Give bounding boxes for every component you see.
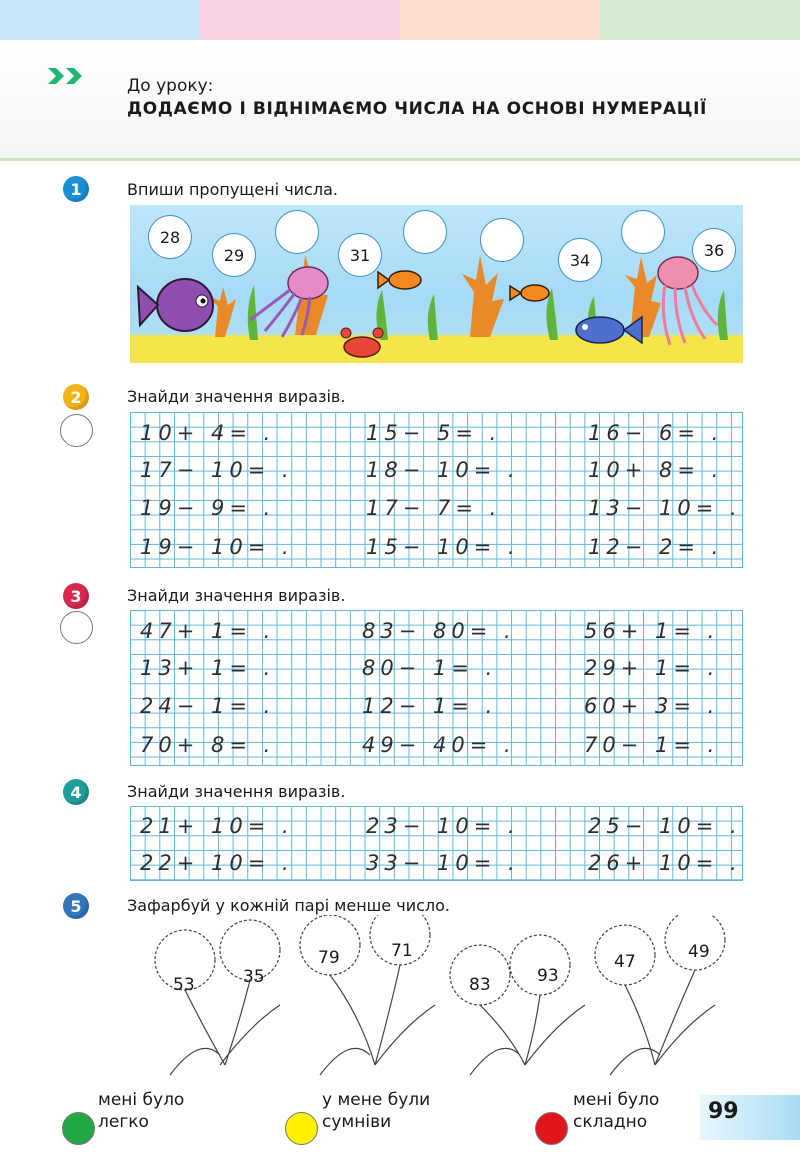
expression[interactable]: 23− 10= . (366, 814, 520, 838)
expression[interactable]: 26+ 10= . (588, 851, 742, 875)
hard-label-line2: складно (573, 1112, 648, 1132)
crab-shape (341, 328, 383, 357)
task-2-text: Знайди значення виразів. (127, 387, 346, 406)
expression[interactable]: 56+ 1= . (584, 619, 720, 643)
flower-number[interactable]: 79 (318, 948, 340, 968)
doubt-label-line2: сумніви (322, 1112, 392, 1132)
expression[interactable]: 17− 10= . (140, 458, 294, 482)
double-chevron-icon (48, 66, 88, 86)
flower-number[interactable]: 35 (243, 967, 265, 987)
expression[interactable]: 19− 9= . (140, 496, 276, 520)
expression[interactable]: 25− 10= . (588, 814, 742, 838)
easy-label-line2: легко (98, 1112, 149, 1132)
number-bubble: 31 (338, 233, 382, 277)
flower-number[interactable]: 47 (614, 952, 636, 972)
expression[interactable]: 49− 40= . (362, 733, 516, 757)
expression[interactable]: 10+ 8= . (588, 458, 724, 482)
number-bubble: 29 (212, 233, 256, 277)
expression[interactable]: 70+ 8= . (140, 733, 276, 757)
doubt-dot[interactable] (285, 1112, 318, 1145)
expression[interactable]: 12− 1= . (362, 694, 498, 718)
lesson-label: До уроку: (127, 76, 214, 96)
number-bubble: 28 (148, 215, 192, 259)
expression[interactable]: 21+ 10= . (140, 814, 294, 838)
expression[interactable]: 83− 80= . (362, 619, 516, 643)
purple-fish-shape (138, 279, 213, 331)
top-bar-peach (400, 0, 600, 40)
empty-bubble[interactable] (403, 210, 447, 254)
task-4-text: Знайди значення виразів. (127, 782, 346, 801)
expression[interactable]: 18− 10= . (366, 458, 520, 482)
top-bar-green (600, 0, 800, 40)
expression[interactable]: 22+ 10= . (140, 851, 294, 875)
task-5-badge: 5 (63, 893, 89, 919)
hard-label-line1: мені було (573, 1090, 660, 1110)
expression[interactable]: 80− 1= . (362, 656, 498, 680)
expression[interactable]: 29+ 1= . (584, 656, 720, 680)
empty-bubble[interactable] (275, 210, 319, 254)
flower-number[interactable]: 53 (173, 975, 195, 995)
task-3-badge: 3 (63, 583, 89, 609)
expression[interactable]: 16− 6= . (588, 421, 724, 445)
expression[interactable]: 15− 5= . (366, 421, 502, 445)
task-4-badge: 4 (63, 779, 89, 805)
top-bar-pink (200, 0, 400, 40)
dandelion-illustration (150, 915, 750, 1085)
doubt-label-line1: у мене були (322, 1090, 431, 1110)
expression[interactable]: 47+ 1= . (140, 619, 276, 643)
expression[interactable]: 17− 7= . (366, 496, 502, 520)
expression[interactable]: 15− 10= . (366, 535, 520, 559)
expression[interactable]: 60+ 3= . (584, 694, 720, 718)
expression[interactable]: 70− 1= . (584, 733, 720, 757)
page-number: 99 (708, 1099, 739, 1124)
top-bar-blue (0, 0, 200, 40)
hard-dot[interactable] (535, 1112, 568, 1145)
expression[interactable]: 10+ 4= . (140, 421, 276, 445)
task-3-text: Знайди значення виразів. (127, 586, 346, 605)
flower-number[interactable]: 83 (469, 975, 491, 995)
number-bubble: 36 (692, 228, 736, 272)
top-color-bar (0, 0, 800, 40)
expression[interactable]: 19− 10= . (140, 535, 294, 559)
number-bubble: 34 (558, 238, 602, 282)
easy-dot[interactable] (62, 1112, 95, 1145)
flower-number[interactable]: 71 (391, 941, 413, 961)
expression[interactable]: 13+ 1= . (140, 656, 276, 680)
self-check-circle[interactable] (60, 414, 93, 447)
empty-bubble[interactable] (621, 210, 665, 254)
flower-number[interactable]: 93 (537, 966, 559, 986)
expression[interactable]: 12− 2= . (588, 535, 724, 559)
expression[interactable]: 33− 10= . (366, 851, 520, 875)
task-1-text: Впиши пропущені числа. (127, 180, 338, 199)
flower-number[interactable]: 49 (688, 942, 710, 962)
easy-label-line1: мені було (98, 1090, 185, 1110)
empty-bubble[interactable] (480, 218, 524, 262)
lesson-title: ДОДАЄМО І ВІДНІМАЄМО ЧИСЛА НА ОСНОВІ НУМЕРАЦІЇ (127, 99, 707, 119)
task-1-badge: 1 (63, 176, 89, 202)
task-5-text: Зафарбуй у кожній парі менше число. (127, 896, 450, 915)
expression[interactable]: 24− 1= . (140, 694, 276, 718)
expression[interactable]: 13− 10= . (588, 496, 742, 520)
self-check-circle[interactable] (60, 611, 93, 644)
task-2-badge: 2 (63, 384, 89, 410)
